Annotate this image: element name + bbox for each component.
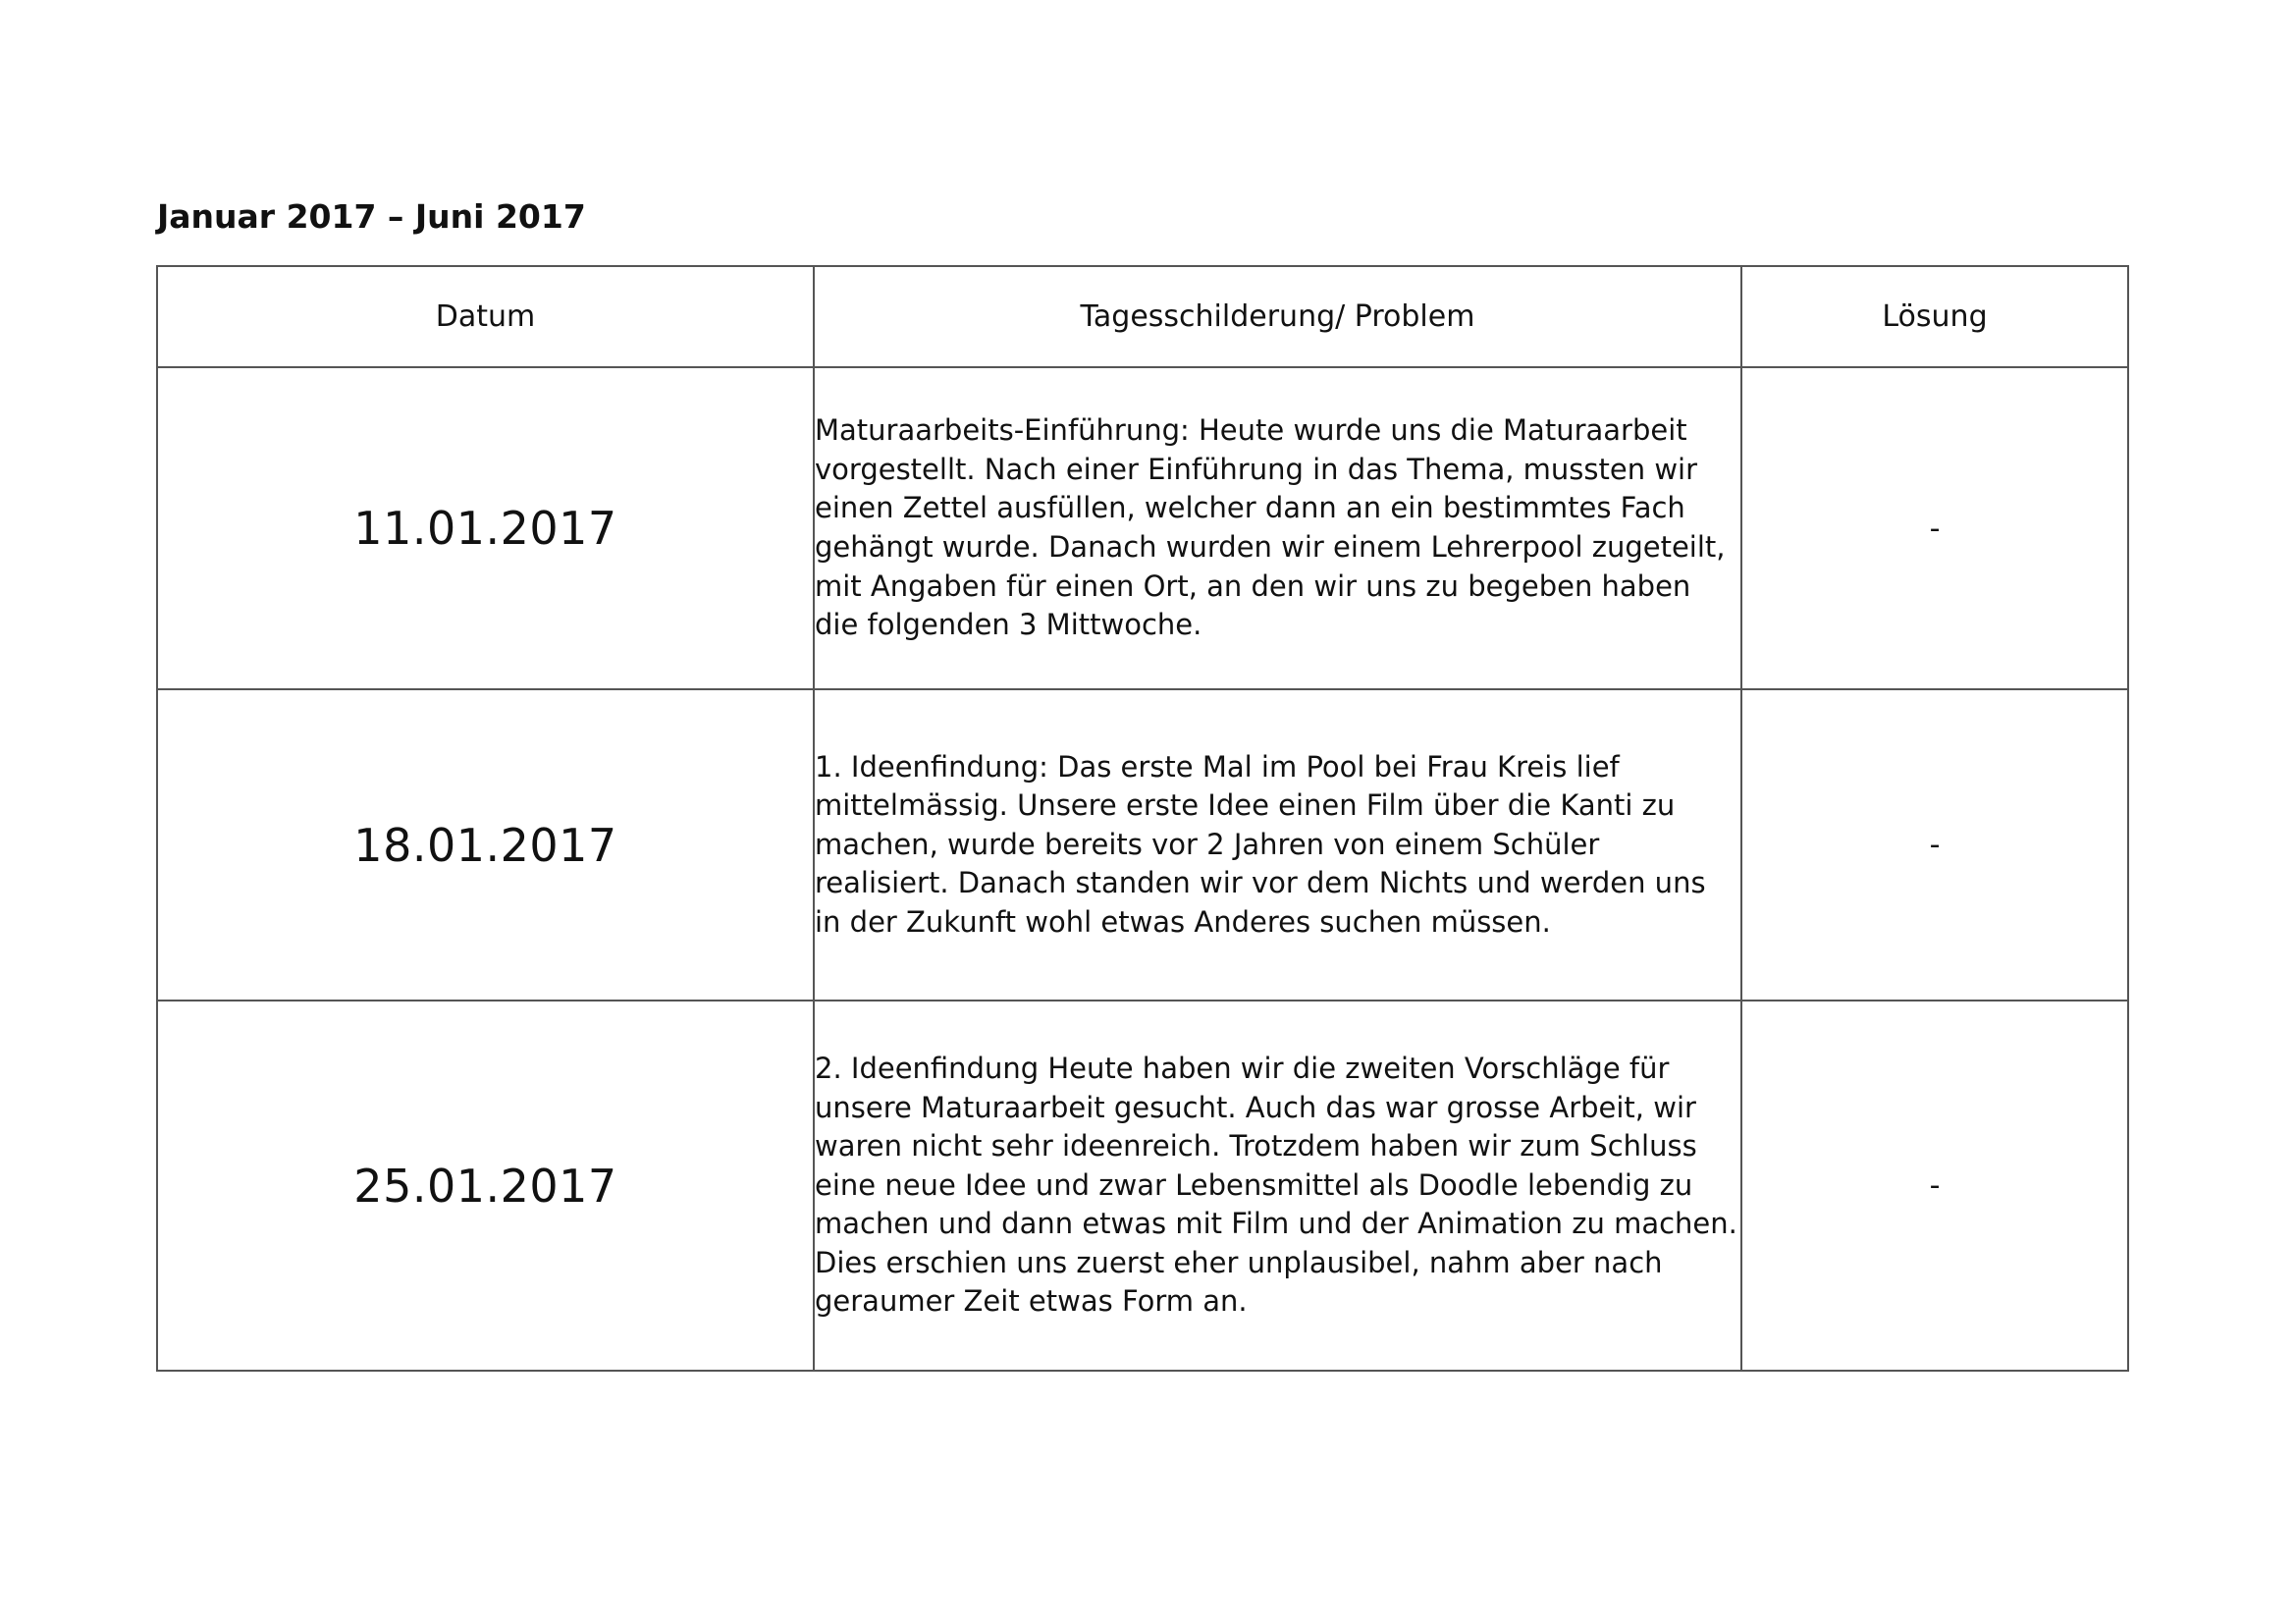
- journal-table: [156, 265, 2129, 1372]
- column-header-date: Datum: [157, 266, 814, 367]
- date-cell: 11.01.2017: [157, 367, 814, 689]
- date-cell: 25.01.2017: [157, 1001, 814, 1371]
- column-header-description: Tagesschilderung/ Problem: [814, 266, 1741, 367]
- page-title: Januar 2017 – Juni 2017: [157, 197, 586, 236]
- description-text: Maturaarbeits-Einführung: Heute wurde uns die Maturaarbeit vorgestellt. Nach einer Einführung in das Thema, mussten wir einen Zettel ausfüllen, welcher dann an ein bestimmtes Fach gehängt wurde. Danach wurden wir einem Lehrerpool zugeteilt, mit Angaben für einen Ort, an den wir uns zu begeben haben die folgenden 3 Mittwoche.: [815, 413, 1726, 642]
- description-text: 1. Ideenfindung: Das erste Mal im Pool bei Frau Kreis lief mittelmässig. Unsere erste Idee einen Film über die Kanti zu machen, wurde bereits vor 2 Jahren von einem Schüler realisiert. Danach standen wir vor dem Nichts und werden uns in der Zukunft wohl etwas Anderes suchen müssen.: [815, 749, 1706, 939]
- description-cell: [814, 689, 1741, 1001]
- solution-cell: -: [1741, 367, 2128, 689]
- column-header-solution: Lösung: [1741, 266, 2128, 367]
- solution-cell: -: [1741, 1001, 2128, 1371]
- solution-cell: -: [1741, 689, 2128, 1001]
- date-cell: 18.01.2017: [157, 689, 814, 1001]
- description-text: 2. Ideenfindung Heute haben wir die zweiten Vorschläge für unsere Maturaarbeit gesucht. Auch das war grosse Arbeit, wir waren nicht sehr ideenreich. Trotzdem haben wir zum Schluss eine neue Idee und zwar Lebensmittel als Doodle lebendig zu machen und dann etwas mit Film und der Animation zu machen. Dies erschien uns zuerst eher unplausibel, nahm aber nach geraumer Zeit etwas Form an.: [815, 1051, 1737, 1319]
- description-cell: [814, 367, 1741, 689]
- table-header-row: [157, 266, 2128, 367]
- table-row: [157, 367, 2128, 689]
- description-cell: [814, 1001, 1741, 1371]
- table-row: [157, 689, 2128, 1001]
- table-row: [157, 1001, 2128, 1371]
